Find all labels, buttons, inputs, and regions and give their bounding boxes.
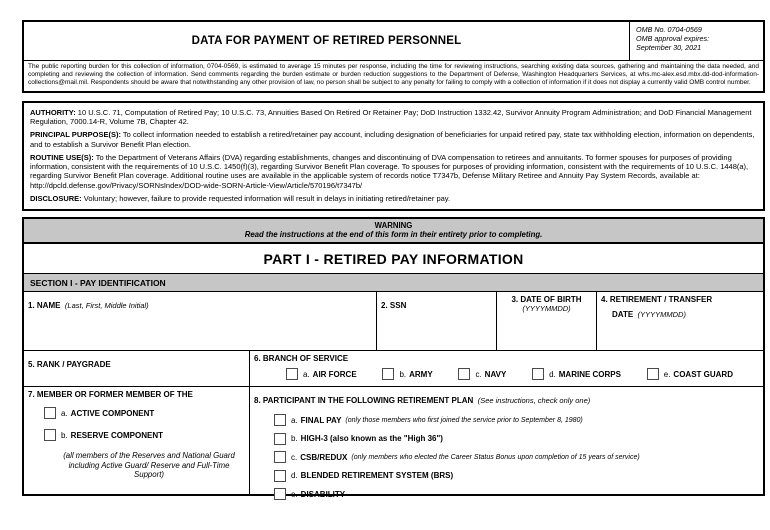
retirement-plan-label: 8. PARTICIPANT IN THE FOLLOWING RETIREMENT PLAN xyxy=(254,396,474,406)
omb-expires-label: OMB approval expires: xyxy=(636,34,710,43)
branch-of-service-field xyxy=(249,351,763,386)
part1-table xyxy=(22,244,765,499)
row-rank-branch xyxy=(24,350,763,386)
rank-paygrade-field[interactable] xyxy=(24,351,249,386)
burden-statement-row xyxy=(24,60,763,91)
checkbox-reserve-component[interactable] xyxy=(44,429,56,441)
checkbox-active-component[interactable] xyxy=(44,407,56,419)
routine-use-text: To the Department of Veterans Affairs (DVA) regarding establishments, changes and discontinuing of DVA compensation to retirees and annuitants. To former spouses for purposes of providing information, consistent with the requirements of 10 U.S.C. 1450(f)(3), regarding Survivor Benefit Plan coverage. To spouses for purposes of providing information, consistent with the requirements of 10 U.S.C. 1448(a), regarding Survivor Benefit Plan coverage. Additional routine uses are available in the applicable system of records notice T7347b, Defense Military Retiree and Annuity Pay System Records, available at: http://dpcld.defense.gov/Privacy/SORNsIndex/DOD-wide-SORN-Article-View/Article/570196/t7347b/ xyxy=(30,152,749,190)
warning-box xyxy=(22,217,765,244)
member-component-label: 7. MEMBER OR FORMER MEMBER OF THE xyxy=(28,390,193,400)
disclosure-paragraph xyxy=(30,194,757,203)
retirement-plan-header xyxy=(254,390,759,408)
ssn-field[interactable] xyxy=(376,292,496,350)
authority-paragraph xyxy=(30,108,757,127)
option-navy: c. NAVY xyxy=(458,368,506,380)
checkbox-army[interactable] xyxy=(382,368,394,380)
disclosure-label: DISCLOSURE: xyxy=(30,193,82,203)
option-high-3: b. HIGH-3 (also known as the "High 36") xyxy=(274,433,759,445)
name-hint: (Last, First, Middle Initial) xyxy=(64,301,149,311)
retirement-plan-hint: (See instructions, check only one) xyxy=(477,396,591,406)
authority-label: AUTHORITY: xyxy=(30,107,76,117)
warning-text: Read the instructions at the end of this form in their entirety prior to completing. xyxy=(244,230,543,240)
section1-bar xyxy=(24,273,763,292)
checkbox-marine-corps[interactable] xyxy=(532,368,544,380)
checkbox-brs[interactable] xyxy=(274,470,286,482)
checkbox-csb-redux[interactable] xyxy=(274,451,286,463)
date-of-birth-field[interactable] xyxy=(496,292,596,350)
option-coast-guard: e. COAST GUARD xyxy=(647,368,733,380)
section1-title: SECTION I - PAY IDENTIFICATION xyxy=(30,277,166,288)
routine-use-label: ROUTINE USE(S): xyxy=(30,152,94,162)
omb-box xyxy=(629,22,763,60)
purpose-paragraph xyxy=(30,130,757,149)
routine-use-paragraph xyxy=(30,153,757,190)
name-field[interactable] xyxy=(24,292,376,350)
part1-header-row xyxy=(24,244,763,273)
option-army: b. ARMY xyxy=(382,368,432,380)
retirement-plan-field xyxy=(249,387,763,499)
checkbox-air-force[interactable] xyxy=(286,368,298,380)
date-of-birth-label: 3. DATE OF BIRTH xyxy=(511,295,582,305)
option-disability: e. DISABILITY xyxy=(274,488,759,500)
form-title: DATA FOR PAYMENT OF RETIRED PERSONNEL xyxy=(191,35,462,47)
warning-title: WARNING xyxy=(374,221,413,231)
branch-of-service-label: 6. BRANCH OF SERVICE xyxy=(254,354,349,364)
option-final-pay: a. FINAL PAY (only those members who first joined the service prior to September 8, 1980) xyxy=(274,414,759,426)
disclosure-text: Voluntary; however, failure to provide requested information will result in delays in initiating retired/retainer pay. xyxy=(81,193,451,203)
name-label: 1. NAME xyxy=(28,301,61,311)
option-air-force: a. AIR FORCE xyxy=(286,368,357,380)
row-identification xyxy=(24,292,763,350)
title-row xyxy=(24,22,763,60)
checkbox-disability[interactable] xyxy=(274,488,286,500)
option-reserve-component: b. RESERVE COMPONENT xyxy=(44,429,245,441)
purpose-label: PRINCIPAL PURPOSE(S): xyxy=(30,130,121,140)
part1-title: PART I - RETIRED PAY INFORMATION xyxy=(263,250,524,267)
option-brs: d. BLENDED RETIREMENT SYSTEM (BRS) xyxy=(274,470,759,482)
checkbox-coast-guard[interactable] xyxy=(647,368,659,380)
privacy-act-box xyxy=(22,101,765,212)
reserve-component-note: (all members of the Reserves and National Guard including Active Guard/ Reserve and Full-Time Support) xyxy=(63,451,235,480)
option-marine-corps: d. MARINE CORPS xyxy=(532,368,621,380)
omb-expires-date: September 30, 2021 xyxy=(636,43,702,52)
branch-options xyxy=(254,363,759,380)
ssn-label: 2. SSN xyxy=(381,301,407,311)
checkbox-high-3[interactable] xyxy=(274,433,286,445)
option-active-component: a. ACTIVE COMPONENT xyxy=(44,407,245,419)
option-csb-redux: c. CSB/REDUX (only members who elected the Career Status Bonus upon completion of 15 years of service) xyxy=(274,451,759,463)
row-member-plan xyxy=(24,386,763,499)
header-box xyxy=(22,20,765,93)
authority-text: 10 U.S.C. 71, Computation of Retired Pay; 10 U.S.C. 73, Annuities Based On Retired Or Retainer Pay; DoD Instruction 1332.42, Survivor Annuity Program Administration; and DoD Financial Management Regulation, 7000.14-R, Volume 7B, Chapter 42. xyxy=(30,107,752,126)
form-dd2656 xyxy=(22,20,765,499)
checkbox-final-pay[interactable] xyxy=(274,414,286,426)
burden-statement: The public reporting burden for this collection of information, 0704-0569, is estimated to average 15 minutes per response, including the time for reviewing instructions, searching existing data sources, gathering and maintaining the data needed, and completing and reviewing the collection of information. Send comments regarding the burden estimate or burden reduction suggestions to the Department of Defense, Washington Headquarters Services, at whs.mc-alex.esd.mbx.dd-dod-information-collections@mail.mil. Respondents should be aware that notwithstanding any other provision of law, no person shall be subject to any penalty for failing to comply with a collection of information if it does not display a currently valid OMB control number. xyxy=(28,63,759,87)
date-of-birth-hint: (YYYYMMDD) xyxy=(522,304,571,314)
purpose-text: To collect information needed to establish a retired/retainer pay account, including designation of beneficiaries for unpaid retired pay, state tax withholding election, information on dependents, and to establish a Survivor Benefit Plan election. xyxy=(30,130,755,149)
retirement-date-hint: (YYYYMMDD) xyxy=(637,310,686,320)
retirement-date-field[interactable] xyxy=(596,292,763,350)
member-options xyxy=(28,399,245,480)
retirement-date-label-line1: 4. RETIREMENT / TRANSFER xyxy=(601,295,713,305)
retirement-date-label-line2: DATE (YYYYMMDD) xyxy=(612,310,686,320)
omb-number: OMB No. 0704-0569 xyxy=(636,25,702,34)
title-cell xyxy=(24,22,629,60)
plan-options xyxy=(254,408,759,500)
rank-paygrade-label: 5. RANK / PAYGRADE xyxy=(28,360,111,370)
member-component-field xyxy=(24,387,249,494)
checkbox-navy[interactable] xyxy=(458,368,470,380)
